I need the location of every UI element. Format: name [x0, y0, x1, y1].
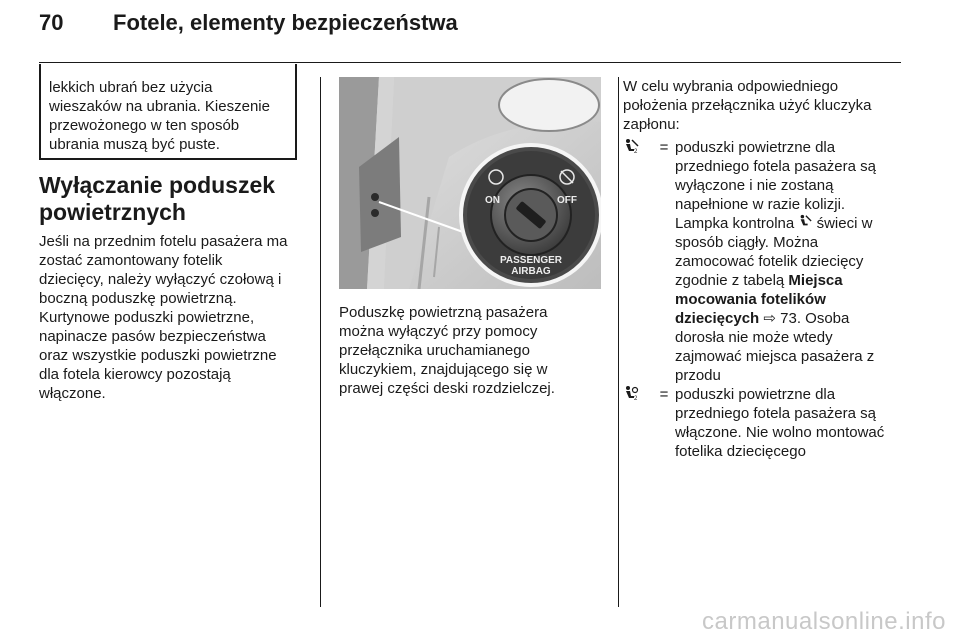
airbag-switch-photo	[339, 77, 601, 289]
paragraph-line: dziecięcy, należy wyłączyć czołową i	[39, 271, 282, 288]
definition-line	[675, 309, 908, 328]
box-line: lekkich ubrań bez użycia	[49, 79, 213, 96]
caption-line: kluczykiem, znajdującego się w	[339, 361, 548, 378]
box-line: ubrania muszą być puste.	[49, 136, 220, 153]
heading-line: Wyłączanie poduszek	[39, 172, 276, 198]
airbag-off-icon	[798, 215, 812, 232]
equals-sign: =	[659, 386, 669, 403]
table-text-before: zgodnie z tabelą	[675, 272, 785, 289]
intro-line: zapłonu:	[623, 116, 680, 133]
definition-line	[675, 214, 908, 233]
page-reference[interactable]: 73. Osoba	[780, 310, 850, 327]
equals-sign: =	[659, 139, 669, 156]
definition-line: zajmować miejsca pasażera z	[675, 348, 875, 365]
table-link[interactable]: mocowania fotelików	[675, 291, 826, 308]
switch-label-on: ON	[485, 195, 500, 206]
airbag-on-text	[675, 385, 908, 461]
definition-line: wyłączone i nie zostaną	[675, 177, 834, 194]
box-line: wieszaków na ubrania. Kieszenie	[49, 98, 270, 115]
airbag-off-icon	[623, 138, 653, 385]
switch-label-airbag: AIRBAG	[511, 266, 551, 277]
section-paragraph	[39, 232, 307, 403]
definition-line: włączone. Nie wolno montować	[675, 424, 885, 441]
column-separator-left	[320, 77, 321, 607]
column-separator-right	[618, 77, 619, 607]
lamp-text-after: świeci w	[816, 215, 873, 232]
switch-positions-section	[623, 77, 908, 461]
definition-line: dorosła nie może wtedy	[675, 329, 833, 346]
definition-line: sposób ciągły. Można	[675, 234, 819, 251]
definition-line: przedniego fotela pasażera są	[675, 158, 876, 175]
airbag-off-definition	[623, 138, 908, 385]
paragraph-line: oraz wszystkie poduszki powietrzne	[39, 347, 277, 364]
table-link[interactable]: dziecięcych	[675, 310, 760, 327]
paragraph-line: napinacze pasów bezpieczeństwa	[39, 328, 266, 345]
page-title: Fotele, elementy bezpieczeństwa	[113, 10, 458, 35]
airbag-on-definition	[623, 385, 908, 461]
airbag-off-text	[675, 138, 908, 385]
definition-line: poduszki powietrzne dla	[675, 386, 836, 403]
switch-label-passenger: PASSENGER	[499, 255, 563, 266]
page-number: 70	[39, 10, 64, 35]
paragraph-line: Jeśli na przednim fotelu pasażera ma	[39, 233, 288, 250]
paragraph-line: boczną poduszkę powietrzną.	[39, 290, 237, 307]
definition-line	[675, 271, 908, 290]
definition-line: poduszki powietrzne dla	[675, 139, 836, 156]
header-rule	[39, 62, 901, 63]
section-heading	[39, 172, 309, 226]
paragraph-line: zostać zamontowany fotelik	[39, 252, 223, 269]
paragraph-line: Kurtynowe poduszki powietrzne,	[39, 309, 255, 326]
intro-line: W celu wybrania odpowiedniego	[623, 78, 839, 95]
heading-line: powietrznych	[39, 199, 186, 225]
caption-line: można wyłączyć przy pomocy	[339, 323, 538, 340]
box-line: przewożonego w ten sposób	[49, 117, 240, 134]
paragraph-line: dla fotela kierowcy pozostają	[39, 366, 231, 383]
photo-caption	[339, 303, 601, 398]
lamp-text-before: Lampka kontrolna	[675, 215, 795, 232]
definition-line: napełnione w razie kolizji.	[675, 196, 846, 213]
definition-line: zamocować fotelik dziecięcy	[675, 253, 864, 270]
caption-line: prawej części deski rozdzielczej.	[339, 380, 555, 397]
definition-line: fotelika dziecięcego	[675, 443, 806, 460]
table-link[interactable]: Miejsca	[788, 272, 843, 289]
paragraph-line: włączone.	[39, 385, 106, 402]
watermark: carmanualsonline.info	[702, 608, 946, 635]
definition-line: przedniego fotela pasażera są	[675, 405, 876, 422]
continued-note-box	[39, 64, 297, 160]
switch-label-off: OFF	[557, 195, 577, 206]
svg-text:2: 2	[634, 149, 638, 154]
intro-line: położenia przełącznika użyć kluczyka	[623, 97, 872, 114]
svg-text:2: 2	[634, 396, 638, 401]
definition-line: przodu	[675, 367, 721, 384]
caption-line: przełącznika uruchamianego	[339, 342, 530, 359]
airbag-on-icon	[623, 385, 653, 461]
page-reference-arrow-icon[interactable]: ⇨	[763, 310, 776, 327]
caption-line: Poduszkę powietrzną pasażera	[339, 304, 548, 321]
